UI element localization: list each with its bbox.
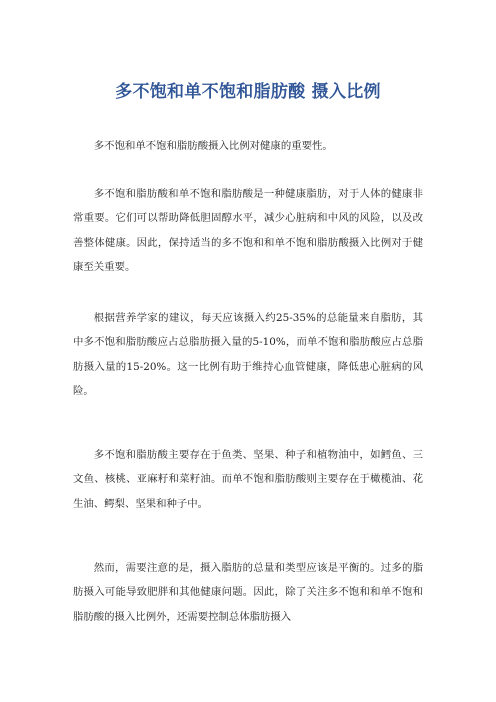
paragraph-food-sources: 多不饱和脂肪酸主要存在于鱼类、坚果、种子和植物油中，如鳕鱼、三文鱼、核桃、亚麻籽和菜籽油。而单不饱和脂肪酸则主要存在于橄榄油、花生油、鳄梨、坚果和种子中。: [73, 449, 423, 510]
document-title: 多不饱和单不饱和脂肪酸 摄入比例: [115, 82, 381, 102]
paragraph-health-benefits: 多不饱和脂肪酸和单不饱和脂肪酸是一种健康脂肪，对于人体的健康非常重要。它们可以帮助降低胆固醇水平，减少心脏病和中风的风险，以及改善整体健康。因此，保持适当的多不饱和和单不饱和脂肪酸摄入比例对于健康至关重要。: [73, 188, 423, 274]
paragraph-balance-note: 然而，需要注意的是，摄入脂肪的总量和类型应该是平衡的。过多的脂肪摄入可能导致肥胖和其他健康问题。因此，除了关注多不饱和和单不饱和脂肪酸的摄入比例外，还需要控制总体脂肪摄入: [73, 562, 423, 623]
paragraph-recommended-ratio: 根据营养学家的建议，每天应该摄入约25-35%的总能量来自脂肪，其中多不饱和脂肪酸应占总脂肪摄入量的5-10%，而单不饱和脂肪酸应占总脂肪摄入量的15-20%。这一比例有助于维持心血管健康，降低患心脏病的风险。: [73, 312, 423, 398]
paragraph-intro: 多不饱和单不饱和脂肪酸摄入比例对健康的重要性。: [93, 140, 333, 152]
